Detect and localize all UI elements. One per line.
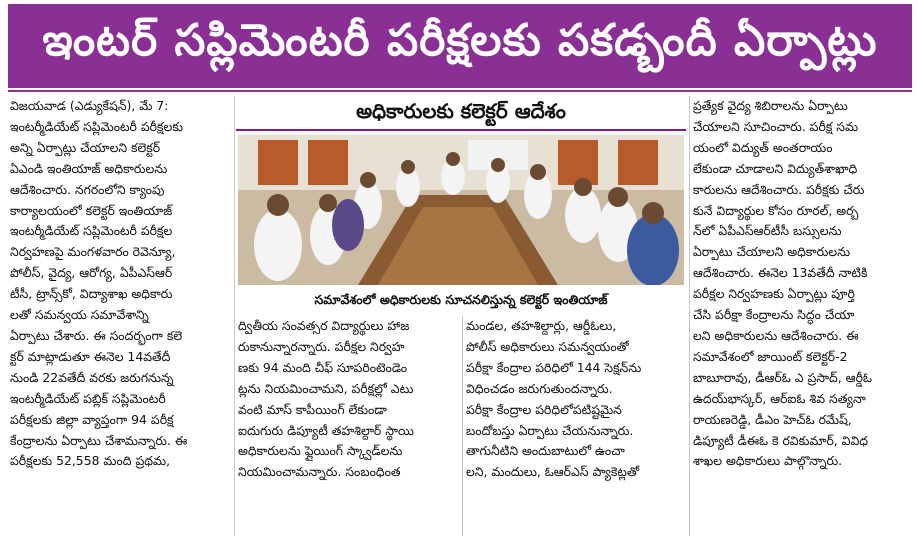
article-line: ఇంటర్మీడియేట్ సప్లిమెంటరీ పరీక్షలకు <box>10 118 184 134</box>
article-column-3 <box>466 316 688 483</box>
article-line: చేయాలని సూచించారు. పరీక్ష సమ <box>693 118 859 134</box>
article-line: పరీక్షా కేంద్రాల పరిధిలో 144 సెక్షన్‌ను <box>466 359 642 375</box>
article-line: నియమించామన్నారు. సంబంధింత <box>238 464 401 480</box>
article-line: విధించడం జరుగుతుందన్నారు. <box>466 380 613 396</box>
article-line: సమావేశంలో జాయింట్ కలెక్టర్-2 <box>693 348 848 364</box>
article-line: రుకానున్నారన్నారు. పరీక్షల నిర్వహ <box>238 338 405 354</box>
article-line: ట్లను నియమించామని, పరీక్షల్లో ఎటు <box>238 380 414 396</box>
article-line: పోలీస్ అధికారులు సమన్వయంతో <box>466 338 629 354</box>
article-line: ణకు 94 మంది చీఫ్ సూపరింటెండెం <box>238 359 408 375</box>
article-line: యంలో విద్యుత్ అంతరాయం <box>693 139 833 155</box>
article-line: నుండి 22వతేదీ వరకు జరుగనున్న <box>10 369 174 385</box>
meeting-photo <box>238 135 684 285</box>
article-line: పరీక్షల నిర్వహణకు ఏర్పాట్లు పూర్తి <box>693 286 855 302</box>
column-divider <box>689 96 690 536</box>
photo-caption-box <box>236 290 686 312</box>
article-line: పరీక్షలకు 52,558 మంది ప్రథమ, <box>10 453 171 469</box>
article-line: నిర్వహణపై మంగళవారం రెవెన్యూ, <box>10 244 176 260</box>
article-line: పోలీస్, వైద్య, ఆరోగ్య, ఏపీఎస్ఆర్ <box>10 265 173 281</box>
subheadline: అధికారులకు కలెక్టర్ ఆదేశం <box>356 98 566 123</box>
article-line: ఐదుగురు డిప్యూటీ తహశిల్దార్ స్థాయి <box>238 422 414 438</box>
article-line: తాగునీటిని అందుబాటులో ఉంచా <box>466 443 625 459</box>
article-line: బాబూరావు, డీఆర్ఓ ఎ ప్రసాద్, ఆర్డీఓ <box>693 369 872 385</box>
article-line: ఆదేశించారు. ఈనెల 13వతేదీ నాటికి <box>693 265 868 281</box>
article-line: లని అధికారులను ఆదేశించారు. ఈ <box>693 327 859 343</box>
article-line: ఇంటర్మీడియేట్ సప్లిమెంటరీ పరీక్షల <box>10 223 173 239</box>
article-line: కారులను ఆదేశించారు. పరీక్షకు చేరు <box>693 181 865 197</box>
article-line: కార్యాలయంలో కలెక్టర్ ఇంతియాజ్ <box>10 202 173 218</box>
article-line: ద్వితీయ సంవత్సర విద్యార్థులు హాజ <box>238 318 410 333</box>
article-line: రాయణరెడ్డి, డీఎం హెచ్ఓ రమేష్, <box>693 411 852 427</box>
article-line: ఆదేశించారు. నగరంలోని క్యాంపు <box>10 181 165 197</box>
column-divider <box>234 96 235 536</box>
article-line: అధికారులను ఫ్లైయింగ్ స్క్వాడ్‌లను <box>238 443 403 459</box>
article-line: లతో సమన్వయ సమావేశాన్ని <box>10 307 149 323</box>
article-line: పరీక్షలకు జిల్లా వ్యాప్తంగా 94 పరీక్ష <box>10 411 174 427</box>
article-line: ఏర్పాటు చేశారు. ఈ సందర్భంగా కలె <box>10 327 183 343</box>
article-column-2 <box>238 316 460 483</box>
article-line: న్‌లో ఏపీఎస్ఆర్‌టీసీ బస్సులను <box>693 223 842 239</box>
article-line: పరీక్షా కేంద్రాల పరిధిలోపటిష్టమైన <box>466 401 622 417</box>
headline: ఇంటర్ సప్లిమెంటరీ పరీక్షలకు పకడ్బందీ ఏర్పాట్లు <box>42 15 878 66</box>
article-line: వంటి మాస్ కాపీయింగ్ లేకుండా <box>238 401 387 417</box>
article-line: టీసీ, ట్రాన్స్‌కో, విద్యాశాఖ అధికారు <box>10 286 173 302</box>
article-line: ఏర్పాటు చేయాలని అధికారులను <box>693 244 851 260</box>
headline-banner <box>8 4 912 88</box>
subheadline-box <box>236 97 686 131</box>
article-line: ప్రత్యేక వైద్య శిబిరాలను ఏర్పాటు <box>693 98 848 113</box>
headline-rule <box>8 90 912 92</box>
article-line: అన్ని ఏర్పాట్లు చేయాలని కలెక్టర్ <box>10 139 161 155</box>
article-line: కేంద్రాలను ఏర్పాటు చేశామన్నారు. ఈ <box>10 432 188 448</box>
article-line: డిప్యూటీ డీఈఓ కె రవికుమార్, వివిధ <box>693 432 869 448</box>
article-line: కునే విద్యార్థుల కోసం రూరల్, అర్బ <box>693 202 859 218</box>
article-line: ఏఎండి ఇంతియాజ్ అధికారులను <box>10 160 168 176</box>
article-line: క్టర్ మాట్లాడుతూ ఈనెల 14వతేదీ <box>10 348 171 364</box>
meeting-photo-illustration <box>238 135 684 285</box>
article-line: లని, మందులు, ఓఆర్ఎస్ ప్యాకెట్లతో <box>466 464 640 480</box>
article-line: చేసి పరీక్షా కేంద్రాలను సిద్ధం చేయా <box>693 307 855 323</box>
article-line: శాఖల అధికారులు పాల్గొన్నారు. <box>693 453 843 469</box>
photo-caption: సమావేశంలో అధికారులకు సూచనలిస్తున్న కలెక్టర్ ఇంతియాజ్ <box>314 291 608 307</box>
column-divider <box>462 316 463 536</box>
article-line: లేకుండా చూడాలని విద్యుత్‌శాఖాధి <box>693 160 858 176</box>
article-column-4 <box>693 96 911 472</box>
article-line: బందోబస్తు ఏర్పాటు చేయనున్నారు. <box>466 422 634 438</box>
article-line: ఉదయ్‌భాస్కర్, ఆర్ఐఓ శివ సత్యనా <box>693 390 866 406</box>
article-line: విజయవాడ (ఎడ్యుకేషన్), మే 7: <box>10 98 169 113</box>
article-line: ఇంటర్మీడియేట్ పబ్లిక్ సప్లిమెంటరీ <box>10 390 166 406</box>
article-column-1 <box>10 96 232 472</box>
article-line: మండల, తహశిల్దార్లు, ఆర్డీఓలు, <box>466 318 617 333</box>
